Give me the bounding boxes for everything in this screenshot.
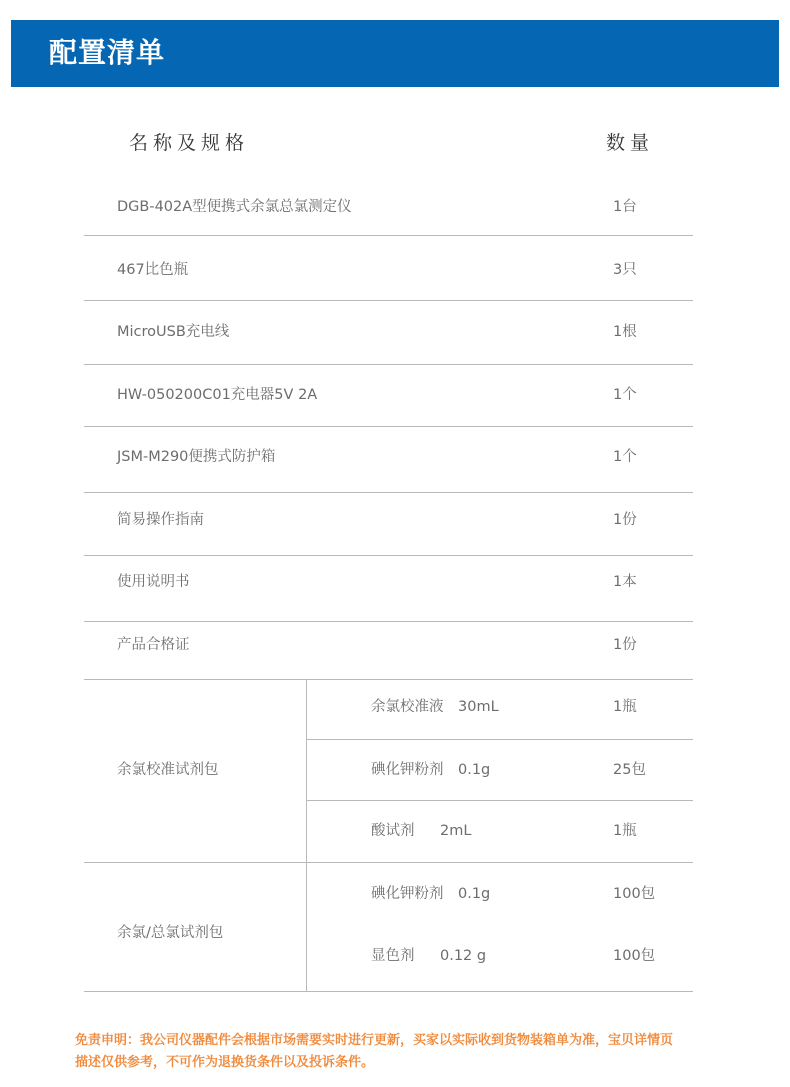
disclaimer-line: 免责申明：我公司仪器配件会根据市场需要实时进行更新，买家以实际收到货物装箱单为准，宝贝详情页: [75, 1033, 674, 1048]
row-qty: 3只: [613, 262, 637, 278]
row-qty: 1个: [613, 387, 637, 403]
group-name: 余氯/总氯试剂包: [117, 925, 224, 941]
group-item-name: 碘化钾粉剂: [371, 762, 444, 778]
group-item-qty: 25包: [613, 762, 646, 778]
row-name: MicroUSB充电线: [117, 324, 230, 340]
row-divider: [84, 621, 693, 622]
row-divider: [84, 235, 693, 236]
row-divider: [84, 991, 693, 992]
row-qty: 1个: [613, 449, 637, 465]
row-name: 简易操作指南: [117, 512, 204, 528]
disclaimer: [75, 1030, 735, 1074]
group-item-qty: 100包: [613, 948, 656, 964]
column-header-name: 名称及规格: [129, 132, 250, 154]
row-qty: 1份: [613, 637, 637, 653]
row-divider: [84, 492, 693, 493]
row-name: 产品合格证: [117, 637, 190, 653]
group-item-spec: 0.12 g: [440, 948, 487, 964]
group-item-name: 碘化钾粉剂: [371, 886, 444, 902]
row-divider: [84, 862, 693, 863]
group-item-name: 酸试剂: [371, 823, 415, 839]
row-name: 使用说明书: [117, 574, 190, 590]
group-item-spec: 0.1g: [458, 886, 491, 902]
column-header-qty: 数量: [606, 132, 655, 154]
row-divider: [307, 800, 693, 801]
group-column-divider: [306, 680, 307, 991]
group-item-name: 显色剂: [371, 948, 415, 964]
group-item-name: 余氯校准液: [371, 699, 444, 715]
row-name: DGB-402A型便携式余氯总氯测定仪: [117, 199, 352, 215]
row-qty: 1份: [613, 512, 637, 528]
group-item-spec: 2mL: [440, 823, 472, 839]
row-divider: [84, 300, 693, 301]
row-qty: 1台: [613, 199, 637, 215]
row-divider: [84, 679, 693, 680]
group-item-qty: 100包: [613, 886, 656, 902]
group-item-qty: 1瓶: [613, 699, 637, 715]
group-item-spec: 30mL: [458, 699, 499, 715]
row-qty: 1本: [613, 574, 637, 590]
group-item-spec: 0.1g: [458, 762, 491, 778]
row-divider: [84, 555, 693, 556]
row-qty: 1根: [613, 324, 637, 340]
disclaimer-line: 描述仅供参考，不可作为退换货条件以及投诉条件。: [75, 1055, 375, 1070]
row-name: JSM-M290便携式防护箱: [117, 449, 276, 465]
group-item-qty: 1瓶: [613, 823, 637, 839]
group-name: 余氯校准试剂包: [117, 762, 219, 778]
row-divider: [84, 426, 693, 427]
row-divider: [307, 739, 693, 740]
title-banner: [11, 20, 779, 87]
page-title: 配置清单: [49, 36, 166, 69]
row-name: HW-050200C01充电器5V 2A: [117, 387, 318, 403]
row-divider: [84, 364, 693, 365]
row-name: 467比色瓶: [117, 262, 189, 278]
